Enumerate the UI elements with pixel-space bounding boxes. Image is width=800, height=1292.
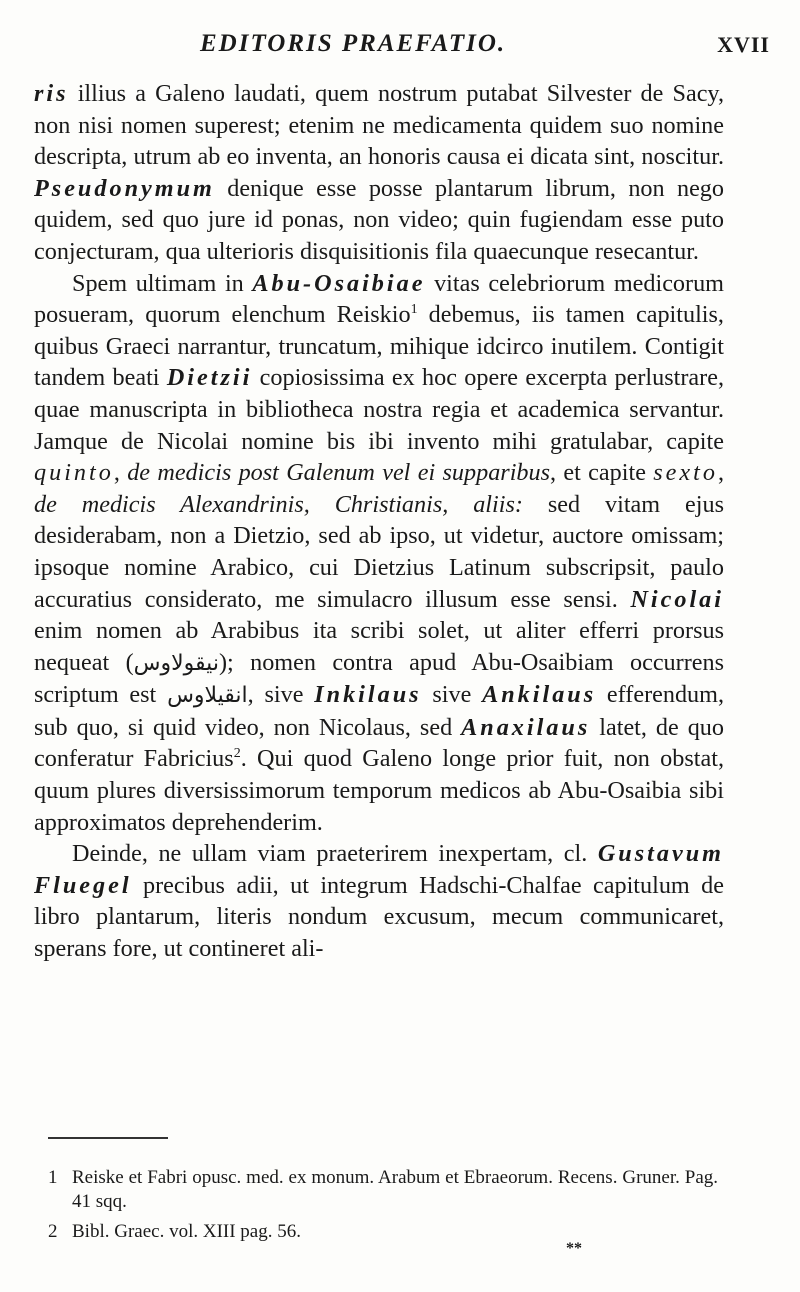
emphasis-pseudonymum: Pseudonymum — [34, 174, 215, 202]
text-run: sive — [421, 681, 483, 709]
emphasis-quinto: quinto — [34, 459, 114, 487]
footnote-text: Reiske et Fabri opusc. med. ex monum. Arabum et Ebraeorum. Recens. Gruner. Pag. 41 sqq. — [72, 1167, 718, 1212]
text-run: enim nomen ab Arabibus ita scribi solet, ut aliter efferri prorsus nequeat ( — [34, 617, 724, 676]
text-run: , — [717, 459, 724, 487]
emphasis-abu-osaibiae: Abu-Osaibiae — [252, 269, 426, 297]
text-run: ); nomen contra apud Abu-Osaibiam occurrens scriptum est — [34, 648, 725, 709]
word-fragment: ris — [34, 80, 69, 107]
footnotes — [48, 1166, 718, 1250]
footnote-number: 2 — [48, 1221, 58, 1242]
main-text — [34, 78, 724, 965]
paragraph-2 — [34, 268, 724, 839]
footnote-1 — [48, 1166, 718, 1214]
arabic-word-ankilaus: انقيلاوس — [167, 683, 248, 709]
emphasis-gustavum-fluegel: Gustavum Fluegel — [34, 840, 724, 899]
text-run: . Qui quod Galeno longe prior fuit, non obstat, quum plures diversissimorum temporum medicos ab Abu-Osaibia sibi approximatos deprehenderim. — [34, 745, 725, 836]
footnote-divider — [48, 1137, 168, 1139]
text-run: copiosissima ex hoc opere excerpta perlustrare, quae manuscripta in bibliotheca nostra regia et academica servantur. Jamque de Nicolai nomine bis ibi invento mihi gratulabar, capite — [34, 364, 724, 455]
footnote-ref-1[interactable]: 1 — [410, 302, 418, 318]
page-number: XVII — [717, 32, 770, 57]
emphasis-ankilaus: Ankilaus — [482, 681, 597, 709]
text-run: precibus adii, ut integrum Hadschi-Chalfae capitulum de libro plantarum, literis nondum excusum, mecum communicaret, sperans fore, ut contineret ali- — [34, 871, 724, 963]
italic-chapter-title: de medicis post Galenum vel ei supparibus — [127, 459, 551, 487]
text-run: Deinde, ne ullam viam praeterirem inexpertam, cl. — [72, 840, 598, 868]
emphasis-sexto: sexto — [653, 459, 718, 487]
text-run: latet, de quo conferatur Fabricius — [34, 713, 724, 773]
emphasis-inkilaus: Inkilaus — [314, 681, 422, 709]
text-run: illius a Galeno laudati, quem nostrum putabat Silvester de Sacy, non nisi nomen superest; etenim ne medicamenta quidem suo nomine descripta, utrum ab eo inventa, an honoris causa ei dicata sint, noscitur. — [34, 80, 724, 171]
emphasis-anaxilaus: Anaxilaus — [461, 713, 591, 741]
paragraph-1 — [34, 78, 724, 268]
text-run: debemus, iis tamen capitulis, quibus Graeci narrantur, truncatum, mihique idcirco inutilem. Contigit tandem beati — [34, 301, 724, 392]
paragraph-3 — [34, 838, 724, 964]
emphasis-nicolai: Nicolai — [630, 585, 724, 613]
running-title: EDITORIS PRAEFATIO. — [200, 30, 507, 57]
footnote-text: Bibl. Graec. vol. XIII pag. 56. — [72, 1221, 301, 1242]
footnote-ref-2[interactable]: 2 — [233, 746, 241, 762]
text-run: efferendum, sub quo, si quid video, non Nicolaus, sed — [34, 681, 724, 741]
emphasis-dietzii: Dietzii — [166, 364, 253, 392]
footnote-2 — [48, 1220, 718, 1244]
text-run: , sive — [247, 681, 315, 709]
text-run: vitas celebriorum medicorum posueram, quorum elenchum Reiskio — [34, 269, 724, 329]
text-run: denique esse posse plantarum librum, non nego quidem, sed quo jure id ponas, non video; quin fugiendam esse puto conjecturam, qua ulterioris disquisitionis fila quaecunque resecantur. — [34, 174, 724, 265]
signature-mark: ** — [566, 1240, 582, 1257]
running-header — [40, 30, 770, 66]
footnote-number: 1 — [48, 1167, 58, 1188]
text-run: , — [113, 459, 128, 487]
text-run: Spem ultimam in — [72, 269, 253, 297]
arabic-word-nicolaus: نيقولاوس — [133, 650, 219, 676]
text-run: , et capite — [550, 459, 654, 487]
text-run: sed vitam ejus desiderabam, non a Dietzio, sed ab ipso, ut videtur, auctore omissam; ipsoque nomine Arabico, cui Dietzius Latinum subscripsit, paulo accuratius considerato, me simulacro illusum esse sensi. — [34, 490, 724, 613]
italic-chapter-title: de medicis Alexandrinis, Christianis, aliis: — [34, 490, 523, 518]
